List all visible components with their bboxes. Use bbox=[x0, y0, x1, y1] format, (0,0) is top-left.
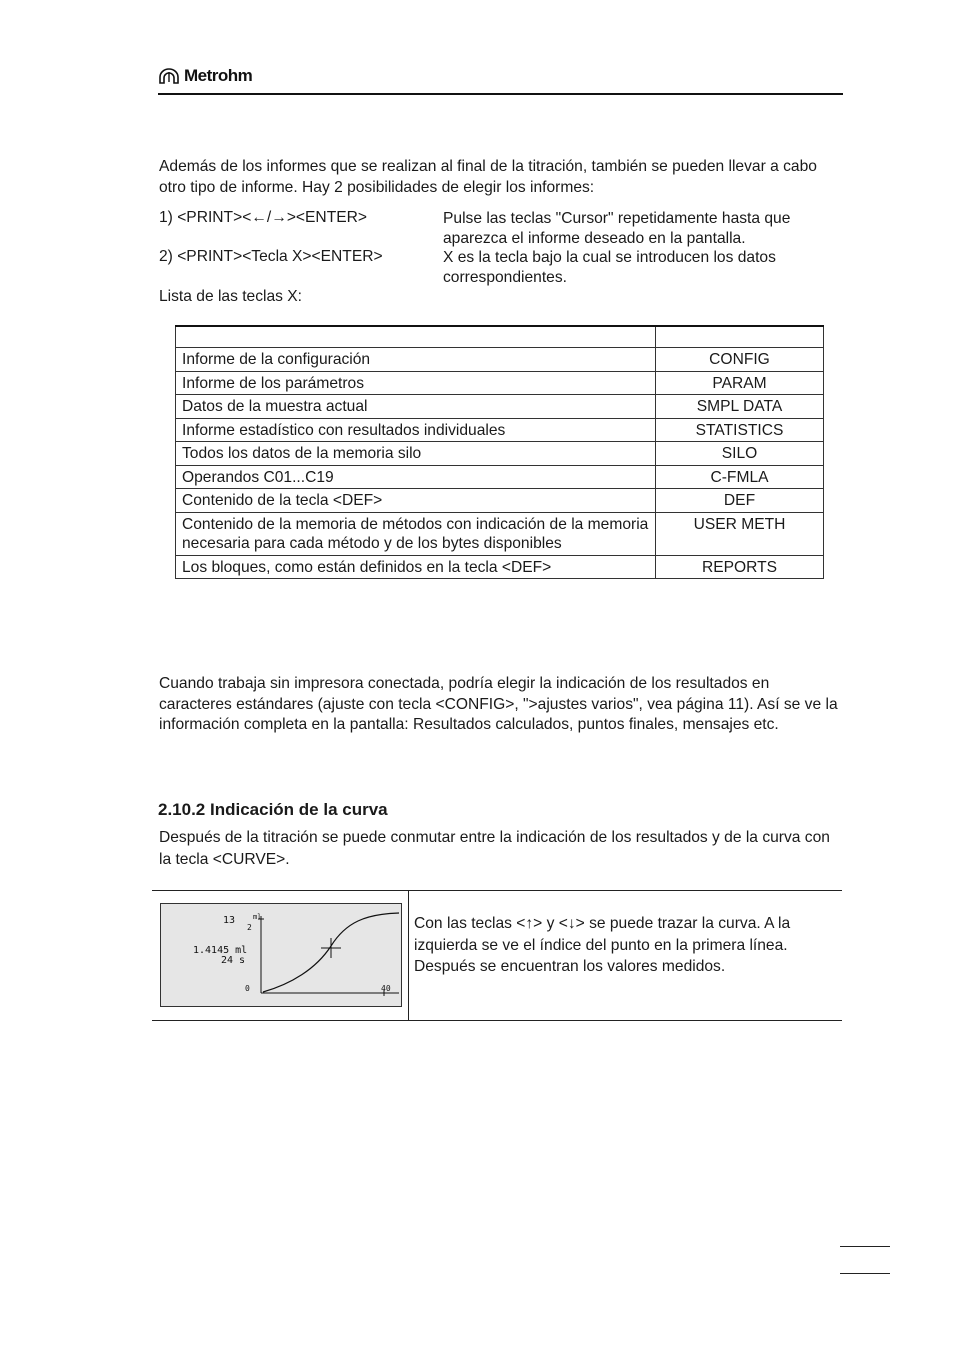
header-rule bbox=[158, 93, 843, 95]
table-row bbox=[176, 348, 824, 372]
report-description-cell: Contenido de la tecla <DEF> bbox=[176, 489, 656, 513]
lcd-axes bbox=[258, 916, 399, 996]
report-description-cell: Datos de la muestra actual bbox=[176, 395, 656, 419]
report-key-cell: STATISTICS bbox=[656, 418, 824, 442]
table-header-row bbox=[176, 326, 824, 348]
section-paragraph: Después de la titración se puede conmutar entre la indicación de los resultados y de la curva con la tecla <CURVE>. bbox=[159, 829, 830, 868]
report-key-cell: CONFIG bbox=[656, 348, 824, 372]
intro-paragraph: Además de los informes que se realizan al final de la titración, también se pueden llevar a cabo otro tipo de informe. Hay 2 posibilidades de elegir los informes: bbox=[159, 158, 817, 196]
table-row bbox=[176, 555, 824, 579]
keys-table bbox=[175, 325, 824, 579]
option-1-desc: Pulse las teclas "Cursor" repetidamente hasta que aparezca el informe deseado en la pantalla. bbox=[443, 210, 791, 247]
report-key-cell: SMPL DATA bbox=[656, 395, 824, 419]
table-header-cell bbox=[176, 326, 656, 348]
report-description-cell: Contenido de la memoria de métodos con indicación de la memoria necesaria para cada método y de los bytes disponibles bbox=[176, 512, 656, 555]
section-heading: 2.10.2 Indicación de la curva bbox=[158, 800, 388, 819]
key-list-label: Lista de las teclas X: bbox=[159, 288, 303, 305]
report-key-cell: REPORTS bbox=[656, 555, 824, 579]
report-description-cell: Los bloques, como están definidos en la tecla <DEF> bbox=[176, 555, 656, 579]
figure-divider bbox=[408, 890, 409, 1021]
metrohm-logo-icon bbox=[158, 68, 180, 84]
lcd-x-start: 0 bbox=[245, 984, 250, 993]
lcd-y-unit: ml bbox=[253, 913, 262, 921]
table-header-cell bbox=[656, 326, 824, 348]
report-description-cell: Informe de los parámetros bbox=[176, 371, 656, 395]
report-key-cell: DEF bbox=[656, 489, 824, 513]
table-row bbox=[176, 371, 824, 395]
figure-top-rule bbox=[152, 890, 842, 891]
report-description-cell: Operandos C01...C19 bbox=[176, 465, 656, 489]
lcd-volume: 1.4145 ml bbox=[193, 945, 248, 956]
report-key-cell: SILO bbox=[656, 442, 824, 466]
page-number-rule-top bbox=[840, 1246, 890, 1247]
metrohm-logo bbox=[158, 66, 252, 86]
report-description-cell: Todos los datos de la memoria silo bbox=[176, 442, 656, 466]
lcd-y-tick: 2 bbox=[247, 923, 252, 932]
figure-caption: Con las teclas <↑> y <↓> se puede trazar la curva. A la izquierda se ve el índice del punto en la primera línea. Después se encuentran los valores medidos. bbox=[414, 915, 791, 975]
table-row bbox=[176, 489, 824, 513]
figure-bottom-rule bbox=[152, 1020, 842, 1021]
report-description-cell: Informe estadístico con resultados individuales bbox=[176, 418, 656, 442]
page-number-rule-bottom bbox=[840, 1273, 890, 1274]
lcd-display bbox=[160, 903, 402, 1007]
report-key-cell: USER METH bbox=[656, 512, 824, 555]
option-2-keys: 2) <PRINT><Tecla X><ENTER> bbox=[159, 248, 383, 265]
lcd-x-end: 40 bbox=[381, 984, 391, 993]
table-row bbox=[176, 465, 824, 489]
no-printer-paragraph: Cuando trabaja sin impresora conectada, podría elegir la indicación de los resultados en caracteres estándares (ajuste con tecla <CONFIG>, ">ajustes varios", vea página 11). Así se ve la información completa en la pantalla: Resultados calculados, puntos finales, mensajes etc. bbox=[159, 675, 838, 733]
report-key-cell: PARAM bbox=[656, 371, 824, 395]
table-row bbox=[176, 512, 824, 555]
table-row bbox=[176, 395, 824, 419]
lcd-point-index: 13 bbox=[223, 915, 236, 926]
report-key-cell: C-FMLA bbox=[656, 465, 824, 489]
table-row bbox=[176, 418, 824, 442]
option-2-desc: X es la tecla bajo la cual se introducen los datos correspondientes. bbox=[443, 249, 776, 286]
option-1-keys: 1) <PRINT><←/→><ENTER> bbox=[159, 209, 367, 226]
report-description-cell: Informe de la configuración bbox=[176, 348, 656, 372]
table-row bbox=[176, 442, 824, 466]
brand-name: Metrohm bbox=[184, 66, 253, 85]
lcd-time: 24 s bbox=[221, 955, 246, 966]
